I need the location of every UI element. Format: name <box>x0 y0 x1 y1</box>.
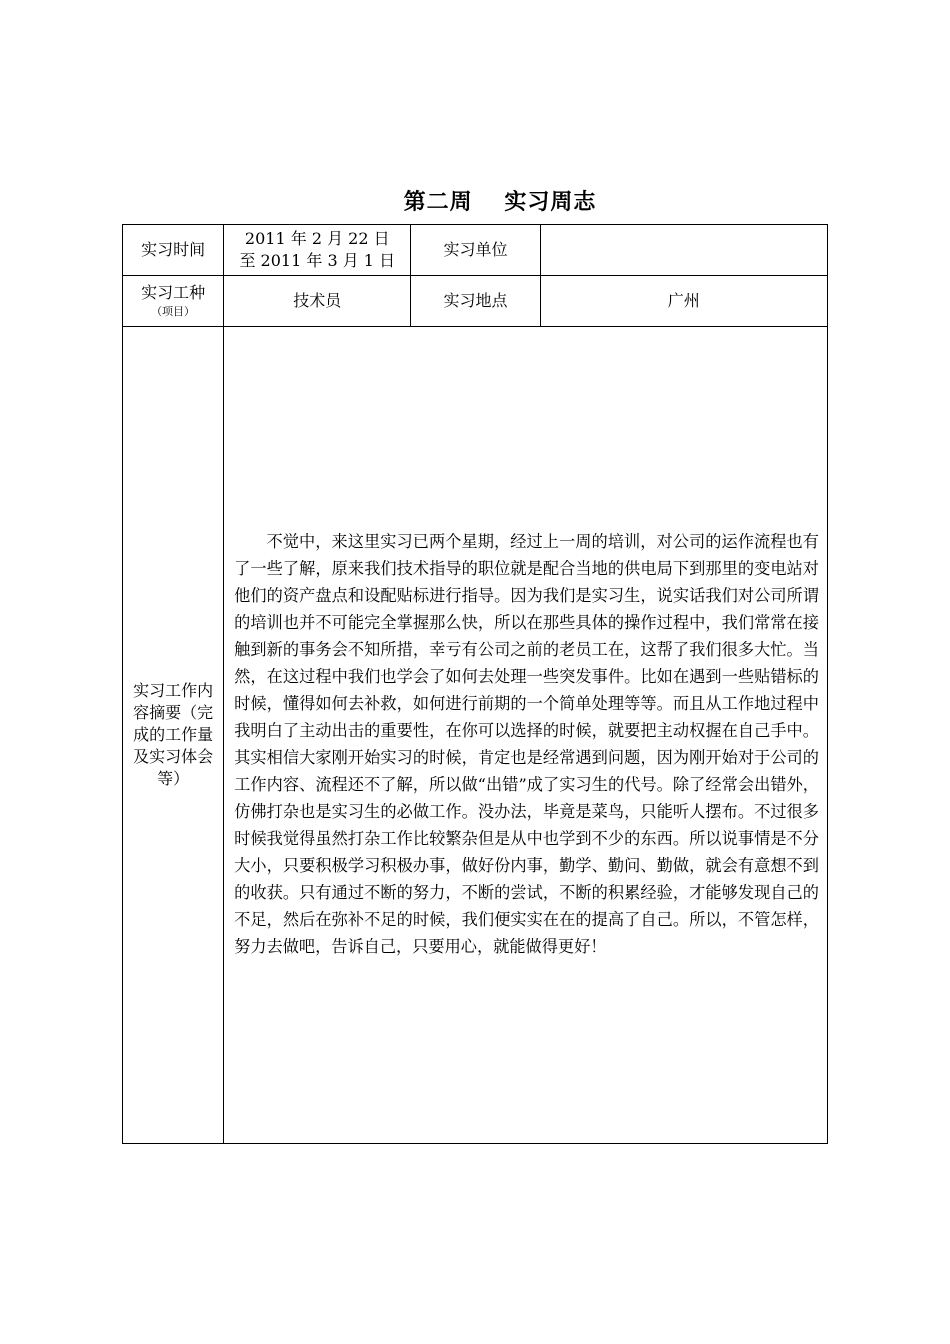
work-summary-cell <box>224 327 828 1144</box>
internship-date-range <box>224 225 411 276</box>
internship-type-value: 技术员 <box>224 276 411 327</box>
table-row-type-location <box>123 276 828 327</box>
date-end: 至 2011 年 3 月 1 日 <box>239 251 396 270</box>
label-work-summary: 实习工作内容摘要（完成的工作量及实习体会等） <box>123 327 224 1144</box>
table-row-summary <box>123 327 828 1144</box>
internship-unit-value <box>540 225 827 276</box>
label-internship-type: 实习工种 <box>141 283 206 302</box>
label-internship-type-cell <box>123 276 224 327</box>
page-title: 第二周 实习周志 <box>403 189 597 215</box>
internship-location-value: 广州 <box>540 276 827 327</box>
weekly-journal-table <box>122 224 828 1144</box>
work-summary-text: 不觉中，来这里实习已两个星期，经过上一周的培训，对公司的运作流程也有了一些了解，原来我们技术指导的职位就是配合当地的供电局下到那里的变电站对他们的资产盘点和设配贴标进行指导。因为我们是实习生，说实话我们对公司所谓的培训也并不可能完全掌握那么快，所以在那些具体的操作过程中，我们常常在接触到新的事务会不知所措，幸亏有公司之前的老员工在，这帮了我们很多大忙。当然，在这过程中我们也学会了如何去处理一些突发事件。比如在遇到一些贴错标的时候，懂得如何去补救，如何进行前期的一个简单处理等等。而且从工作地过程中我明白了主动出击的重要性，在你可以选择的时候，就要把主动权握在自己手中。其实相信大家刚开始实习的时候，肯定也是经常遇到问题，因为刚开始对于公司的工作内容、流程还不了解，所以做“出错”成了实习生的代号。除了经常会出错外，仿佛打杂也是实习生的必做工作。没办法，毕竟是菜鸟，只能听人摆布。不过很多时候我觉得虽然打杂工作比较繁杂但是从中也学到不少的东西。所以说事情是不分大小，只要积极学习积极办事，做好份内事，勤学、勤问、勤做，就会有意想不到的收获。只有通过不断的努力，不断的尝试，不断的积累经验，才能够发现自己的不足，然后在弥补不足的时候，我们便实实在在的提高了自己。所以，不管怎样，努力去做吧，告诉自己，只要用心，就能做得更好！ <box>234 532 819 956</box>
table-row-time-unit <box>123 225 828 276</box>
date-start: 2011 年 2 月 22 日 <box>244 229 390 248</box>
label-internship-location: 实习地点 <box>411 276 540 327</box>
label-internship-time: 实习时间 <box>123 225 224 276</box>
label-internship-unit: 实习单位 <box>411 225 540 276</box>
label-project-sub: （项目） <box>151 305 196 318</box>
